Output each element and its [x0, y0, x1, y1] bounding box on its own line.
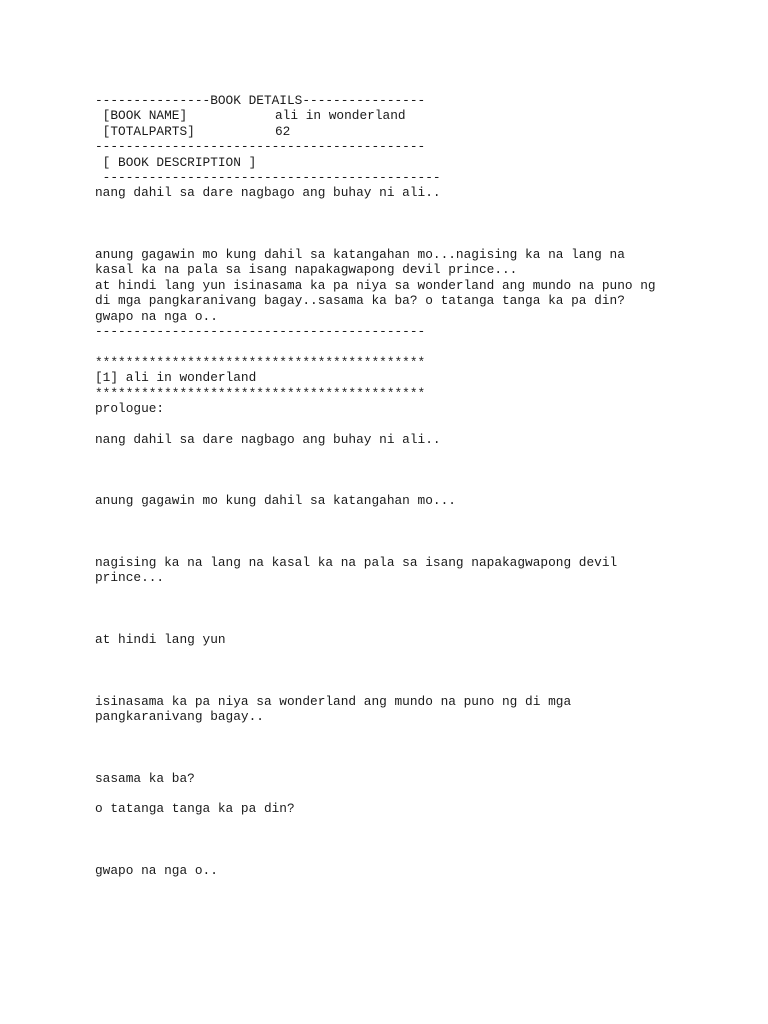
prologue-paragraph: gwapo na nga o.. [95, 862, 218, 878]
book-description-heading: [ BOOK DESCRIPTION ] [95, 154, 257, 170]
prologue-paragraph: nang dahil sa dare nagbago ang buhay ni ali.. [95, 431, 441, 447]
prologue-paragraph: sasama ka ba? [95, 770, 195, 786]
description-body-line: kasal ka na pala sa isang napakagwapong devil prince... [95, 262, 518, 278]
prologue-paragraph: o tatanga tanga ka pa din? [95, 801, 295, 817]
book-details-rule: ------------------------------------------- [95, 139, 426, 155]
description-body-line: at hindi lang yun isinasama ka pa niya sa wonderland ang mundo na puno ng [95, 277, 656, 293]
book-name-value: ali in wonderland [275, 108, 406, 124]
prologue-paragraph: nagising ka na lang na kasal ka na pala sa isang napakagwapong devil [95, 555, 618, 571]
description-end-rule: ------------------------------------------- [95, 324, 426, 340]
totalparts-label: [TOTALPARTS] [95, 123, 195, 139]
prologue-paragraph: pangkaranivang bagay.. [95, 708, 264, 724]
part-star-rule-top: ******************************************* [95, 354, 426, 370]
book-name-label: [BOOK NAME] [95, 108, 188, 124]
description-intro: nang dahil sa dare nagbago ang buhay ni ali.. [95, 185, 441, 201]
part-title: [1] ali in wonderland [95, 370, 257, 386]
totalparts-row [95, 124, 735, 139]
prologue-paragraph: isinasama ka pa niya sa wonderland ang mundo na puno ng di mga [95, 693, 572, 709]
part-star-rule-bottom: ******************************************* [95, 385, 426, 401]
prologue-paragraph: anung gagawin mo kung dahil sa katangahan mo... [95, 493, 456, 509]
description-body-line: gwapo na nga o.. [95, 308, 218, 324]
prologue-paragraph: at hindi lang yun [95, 632, 226, 647]
totalparts-value: 62 [275, 123, 291, 139]
document-page [95, 93, 735, 878]
prologue-label: prologue: [95, 401, 165, 417]
description-body-line: di mga pangkaranivang bagay..sasama ka ba? o tatanga tanga ka pa din? [95, 293, 625, 309]
description-body-line: anung gagawin mo kung dahil sa katangahan mo...nagising ka na lang na [95, 247, 625, 263]
book-details-header-rule: ---------------BOOK DETAILS---------------- [95, 93, 426, 108]
book-description-rule: -------------------------------------------- [95, 170, 441, 186]
book-name-row [95, 108, 735, 123]
prologue-paragraph: prince... [95, 570, 165, 586]
